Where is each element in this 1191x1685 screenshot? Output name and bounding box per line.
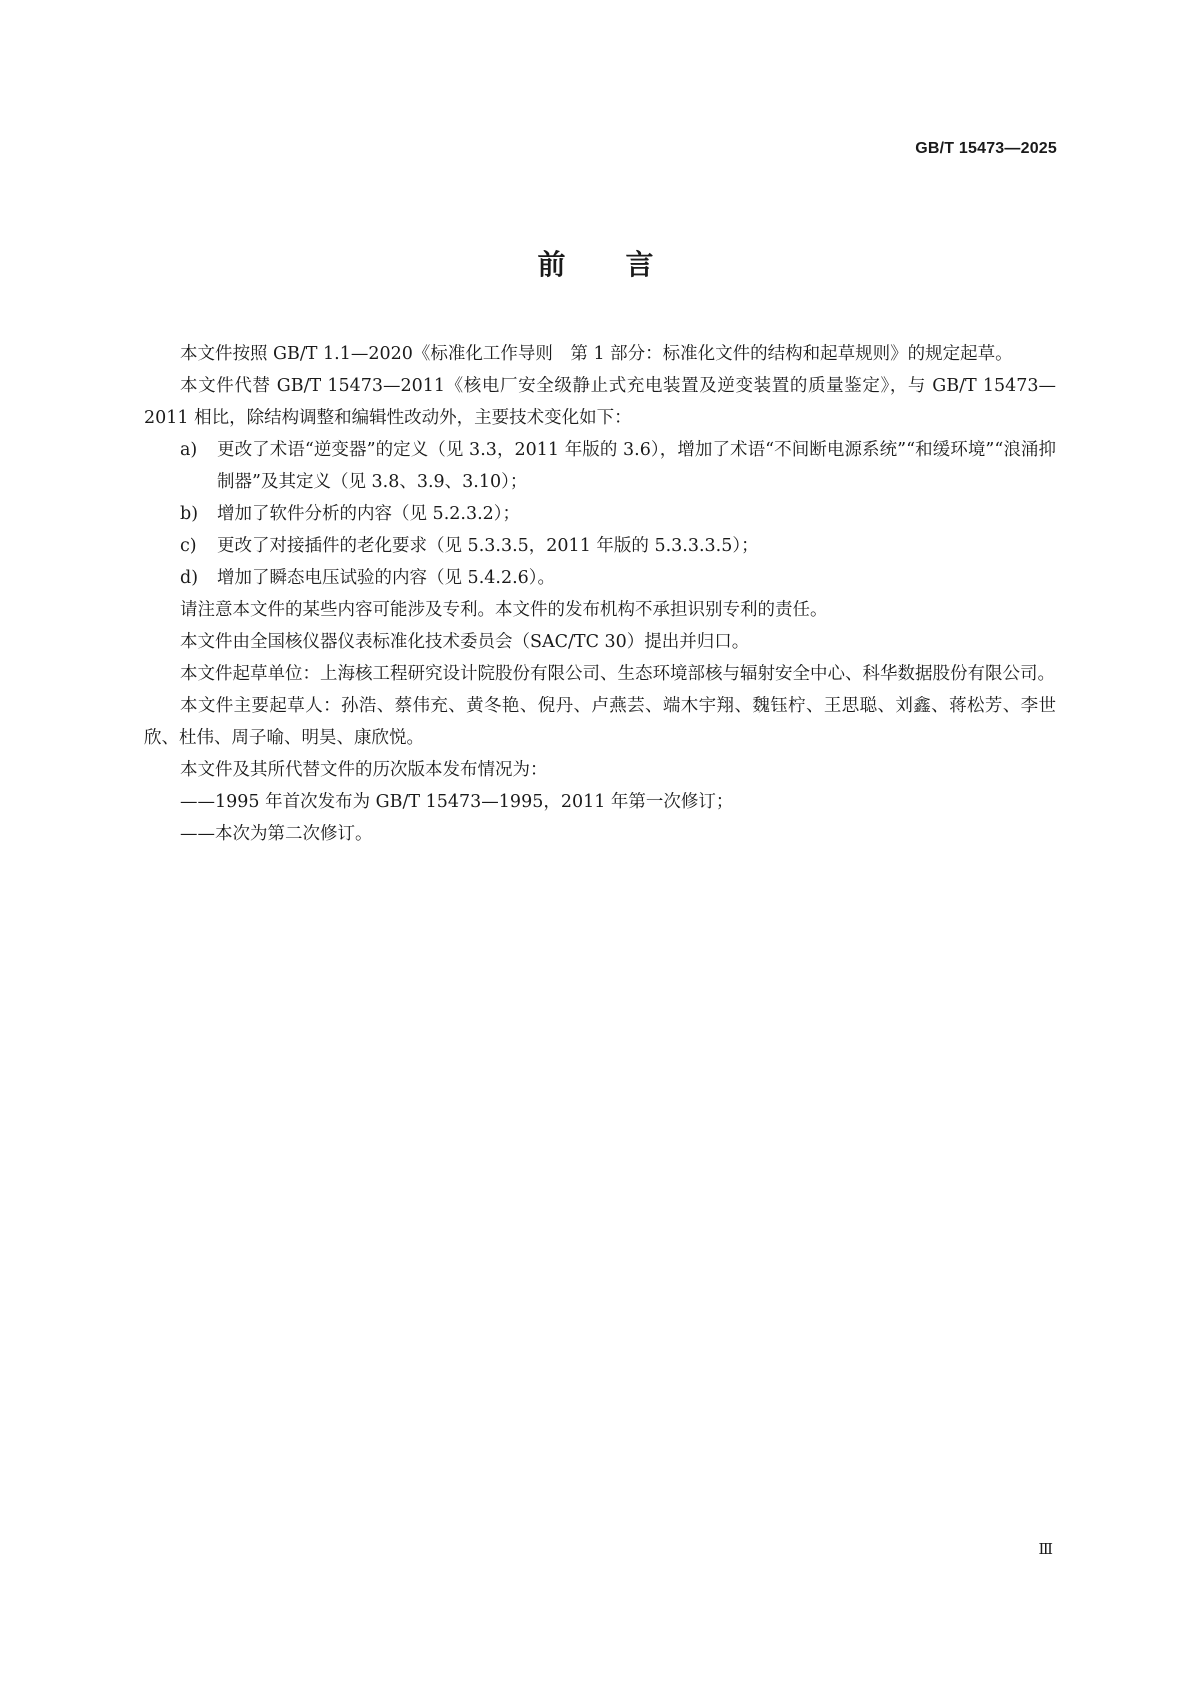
standard-code: GB/T 15473—2025	[915, 140, 1057, 157]
item-marker: a)	[180, 440, 198, 460]
item-text: 增加了软件分析的内容（见 5.2.3.2）；	[217, 504, 521, 524]
change-item-a	[144, 434, 1056, 498]
paragraph-drafting-units: 本文件起草单位：上海核工程研究设计院股份有限公司、生态环境部核与辐射安全中心、科华数据股份有限公司。	[180, 664, 1055, 684]
paragraph-proposer: 本文件由全国核仪器仪表标准化技术委员会（SAC/TC 30）提出并归口。	[180, 632, 750, 652]
item-text: 更改了对接插件的老化要求（见 5.3.3.5，2011 年版的 5.3.3.3.5）；	[217, 536, 759, 556]
page-title: 前言	[537, 248, 714, 281]
item-text: 更改了术语“逆变器”的定义（见 3.3，2011 年版的 3.6），增加了术语“不间断电源系统”“和缓环境”“浪涌抑制器”及其定义（见 3.8、3.9、3.10）；	[217, 440, 1056, 492]
change-item-b	[144, 498, 1056, 530]
paragraph-replacement: 本文件代替 GB/T 15473—2011《核电厂安全级静止式充电装置及逆变装置的质量鉴定》，与 GB/T 15473—2011 相比，除结构调整和编辑性改动外，主要技术变化如下：	[144, 376, 1056, 428]
paragraph-drafting-rules: 本文件按照 GB/T 1.1—2020《标准化工作导则 第 1 部分：标准化文件的结构和起草规则》的规定起草。	[180, 344, 1013, 364]
history-item-2: ——本次为第二次修订。	[180, 824, 373, 844]
paragraph-patent-notice: 请注意本文件的某些内容可能涉及专利。本文件的发布机构不承担识别专利的责任。	[180, 600, 828, 620]
item-marker: c)	[180, 536, 197, 556]
item-text: 增加了瞬态电压试验的内容（见 5.4.2.6）。	[217, 568, 556, 588]
item-marker: b)	[180, 504, 199, 524]
item-marker: d)	[180, 568, 199, 588]
paragraph-drafters: 本文件主要起草人：孙浩、蔡伟充、黄冬艳、倪丹、卢燕芸、端木宇翔、魏钰柠、王思聪、刘鑫、蒋松芳、李世欣、杜伟、周子喻、明昊、康欣悦。	[144, 696, 1056, 748]
preface-body	[144, 338, 1056, 850]
change-item-d	[144, 562, 1056, 594]
change-item-c	[144, 530, 1056, 562]
page-number: Ⅲ	[1038, 1540, 1053, 1558]
history-item-1: ——1995 年首次发布为 GB/T 15473—1995，2011 年第一次修订；	[180, 792, 734, 812]
paragraph-history-intro: 本文件及其所代替文件的历次版本发布情况为：	[180, 760, 548, 780]
